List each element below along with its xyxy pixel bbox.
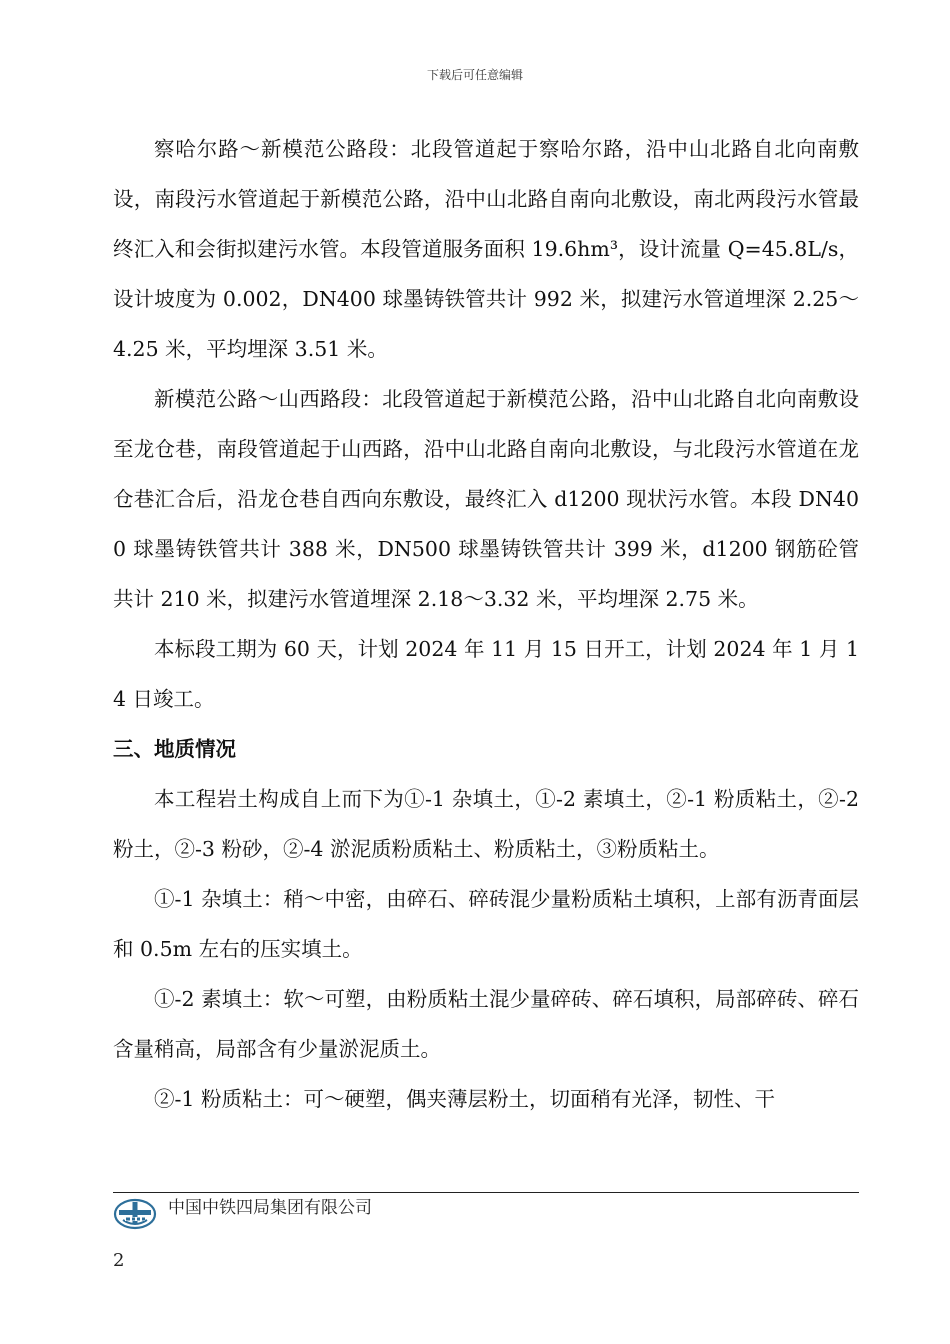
paragraph-section-2: 新模范公路～山西路段：北段管道起于新模范公路，沿中山北路自北向南敷设至龙仓巷，南段管道起于山西路，沿中山北路自南向北敷设，与北段污水管道在龙仓巷汇合后，沿龙仓巷自西向东敷设，最终汇入 d1200 现状污水管。本段 DN400 球墨铸铁管共计 388 米，DN500 球墨铸铁管共计 399 米，d1200 钢筋砼管共计 210 米，拟建污水管道埋深 2.18～3.32 米，平均埋深 2.75 米。 (113, 387, 859, 611)
paragraph-geology-layer-1-2: ①-2 素填土：软～可塑，由粉质粘土混少量碎砖、碎石填积，局部碎砖、碎石含量稍高，局部含有少量淤泥质土。 (113, 987, 859, 1061)
footer-divider (113, 1192, 859, 1193)
paragraph-schedule: 本标段工期为 60 天，计划 2024 年 11 月 15 日开工，计划 2024 年 1 月 14 日竣工。 (113, 637, 859, 711)
paragraph-geology-layer-2-1: ②-1 粉质粘土：可～硬塑，偶夹薄层粉土，切面稍有光泽，韧性、干 (154, 1087, 775, 1111)
footer-company-name: 中国中铁四局集团有限公司 (168, 1198, 372, 1218)
document-body (113, 124, 859, 1124)
paragraph-geology-layer-1-1: ①-1 杂填土：稍～中密，由碎石、碎砖混少量粉质粘土填积，上部有沥青面层和 0.5m 左右的压实填土。 (113, 887, 859, 961)
header-note: 下载后可任意编辑 (426, 68, 523, 82)
section-heading-geology: 三、地质情况 (113, 737, 236, 761)
paragraph-section-1: 察哈尔路～新模范公路段：北段管道起于察哈尔路，沿中山北路自北向南敷设，南段污水管道起于新模范公路，沿中山北路自南向北敷设，南北两段污水管最终汇入和会街拟建污水管。本段管道服务面积 19.6hm³，设计流量 Q=45.8L/s，设计坡度为 0.002，DN400 球墨铸铁管共计 992 米，拟建污水管道埋深 2.25～4.25 米，平均埋深 3.51 米。 (113, 137, 859, 361)
paragraph-geology-overview: 本工程岩土构成自上而下为①-1 杂填土，①-2 素填土，②-1 粉质粘土，②-2 粉土，②-3 粉砂，②-4 淤泥质粉质粘土、粉质粘土，③粉质粘土。 (113, 787, 859, 861)
crec-logo-icon (113, 1198, 157, 1230)
page-number: 2 (113, 1250, 125, 1271)
